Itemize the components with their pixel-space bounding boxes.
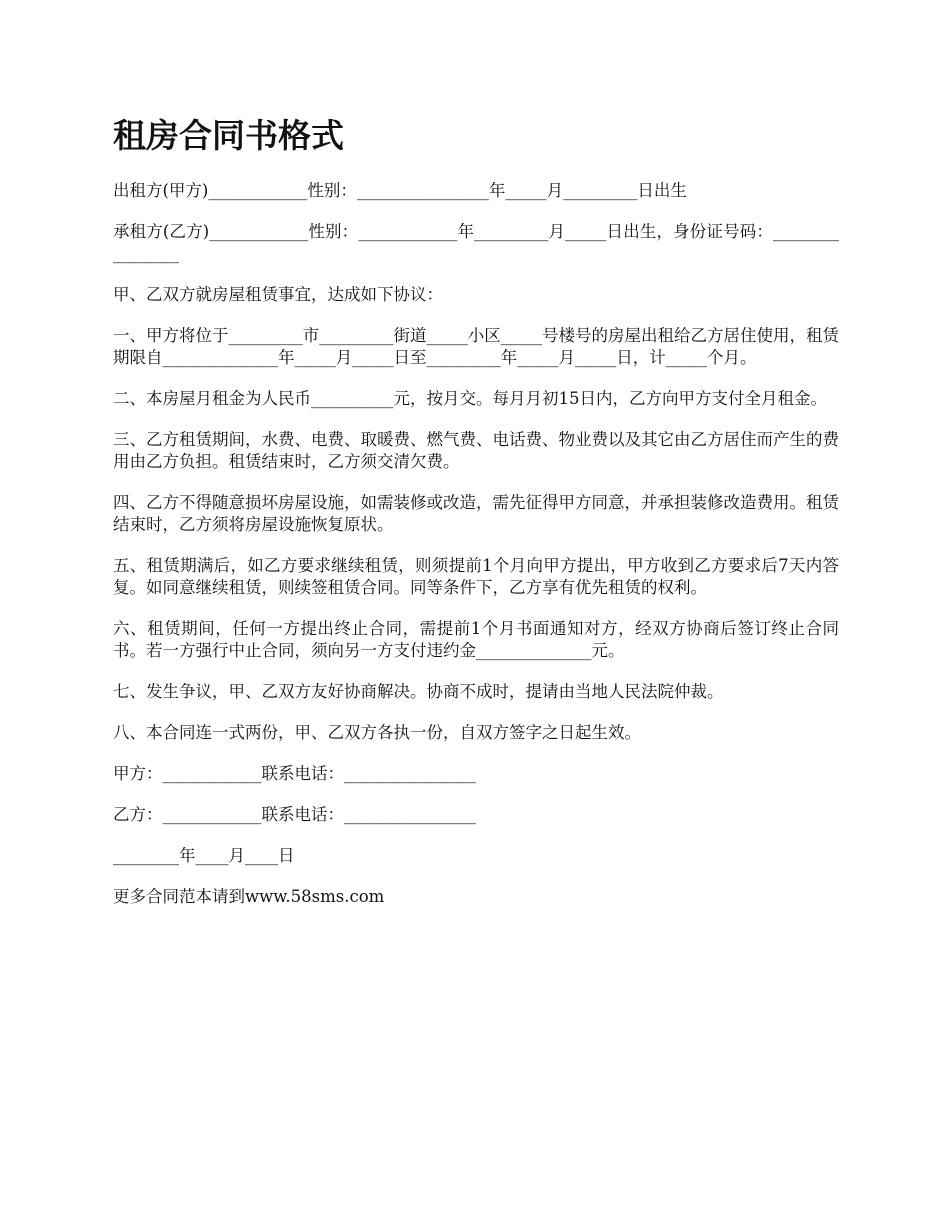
clause-6: 六、租赁期间，任何一方提出终止合同，需提前1个月书面通知对方，经双方协商后签订终止合同书。若一方强行中止合同，须向另一方支付违约金______________元。 <box>113 619 839 660</box>
clause-8: 八、本合同连一式两份，甲、乙双方各执一份，自双方签字之日起生效。 <box>113 723 641 742</box>
lessor-info: 出租方(甲方)____________性别：________________年_____月_________日出生 <box>113 181 687 200</box>
signing-date: ________年____月____日 <box>113 846 295 865</box>
document-title: 租房合同书格式 <box>113 116 344 155</box>
party-a-signature: 甲方：____________联系电话：________________ <box>113 764 476 783</box>
clause-7: 七、发生争议，甲、乙双方友好协商解决。协商不成时，提请由当地人民法院仲裁。 <box>113 682 724 701</box>
agreement-intro: 甲、乙双方就房屋租赁事宜，达成如下协议： <box>113 285 443 304</box>
footer-note: 更多合同范本请到www.58sms.com <box>113 887 385 906</box>
document-page <box>113 112 839 927</box>
clause-2: 二、本房屋月租金为人民币__________元，按月交。每月月初15日内，乙方向甲方支付全月租金。 <box>113 389 827 408</box>
clause-3: 三、乙方租赁期间，水费、电费、取暖费、燃气费、电话费、物业费以及其它由乙方居住而产生的费用由乙方负担。租赁结束时，乙方须交清欠费。 <box>113 430 839 471</box>
clause-4: 四、乙方不得随意损坏房屋设施，如需装修或改造，需先征得甲方同意，并承担装修改造费用。租赁结束时，乙方须将房屋设施恢复原状。 <box>113 493 839 534</box>
party-b-signature: 乙方：____________联系电话：________________ <box>113 805 476 824</box>
lessee-info: 承租方(乙方)____________性别：____________年_________月_____日出生，身份证号码：________________ <box>113 222 839 263</box>
clause-1: 一、甲方将位于_________市_________街道_____小区_____号楼号的房屋出租给乙方居住使用，租赁期限自______________年_____月_____日至_________年_____月_____日，计_____个月。 <box>113 326 839 367</box>
clause-5: 五、租赁期满后，如乙方要求继续租赁，则须提前1个月向甲方提出，甲方收到乙方要求后7天内答复。如同意继续租赁，则续签租赁合同。同等条件下，乙方享有优先租赁的权利。 <box>113 556 839 597</box>
